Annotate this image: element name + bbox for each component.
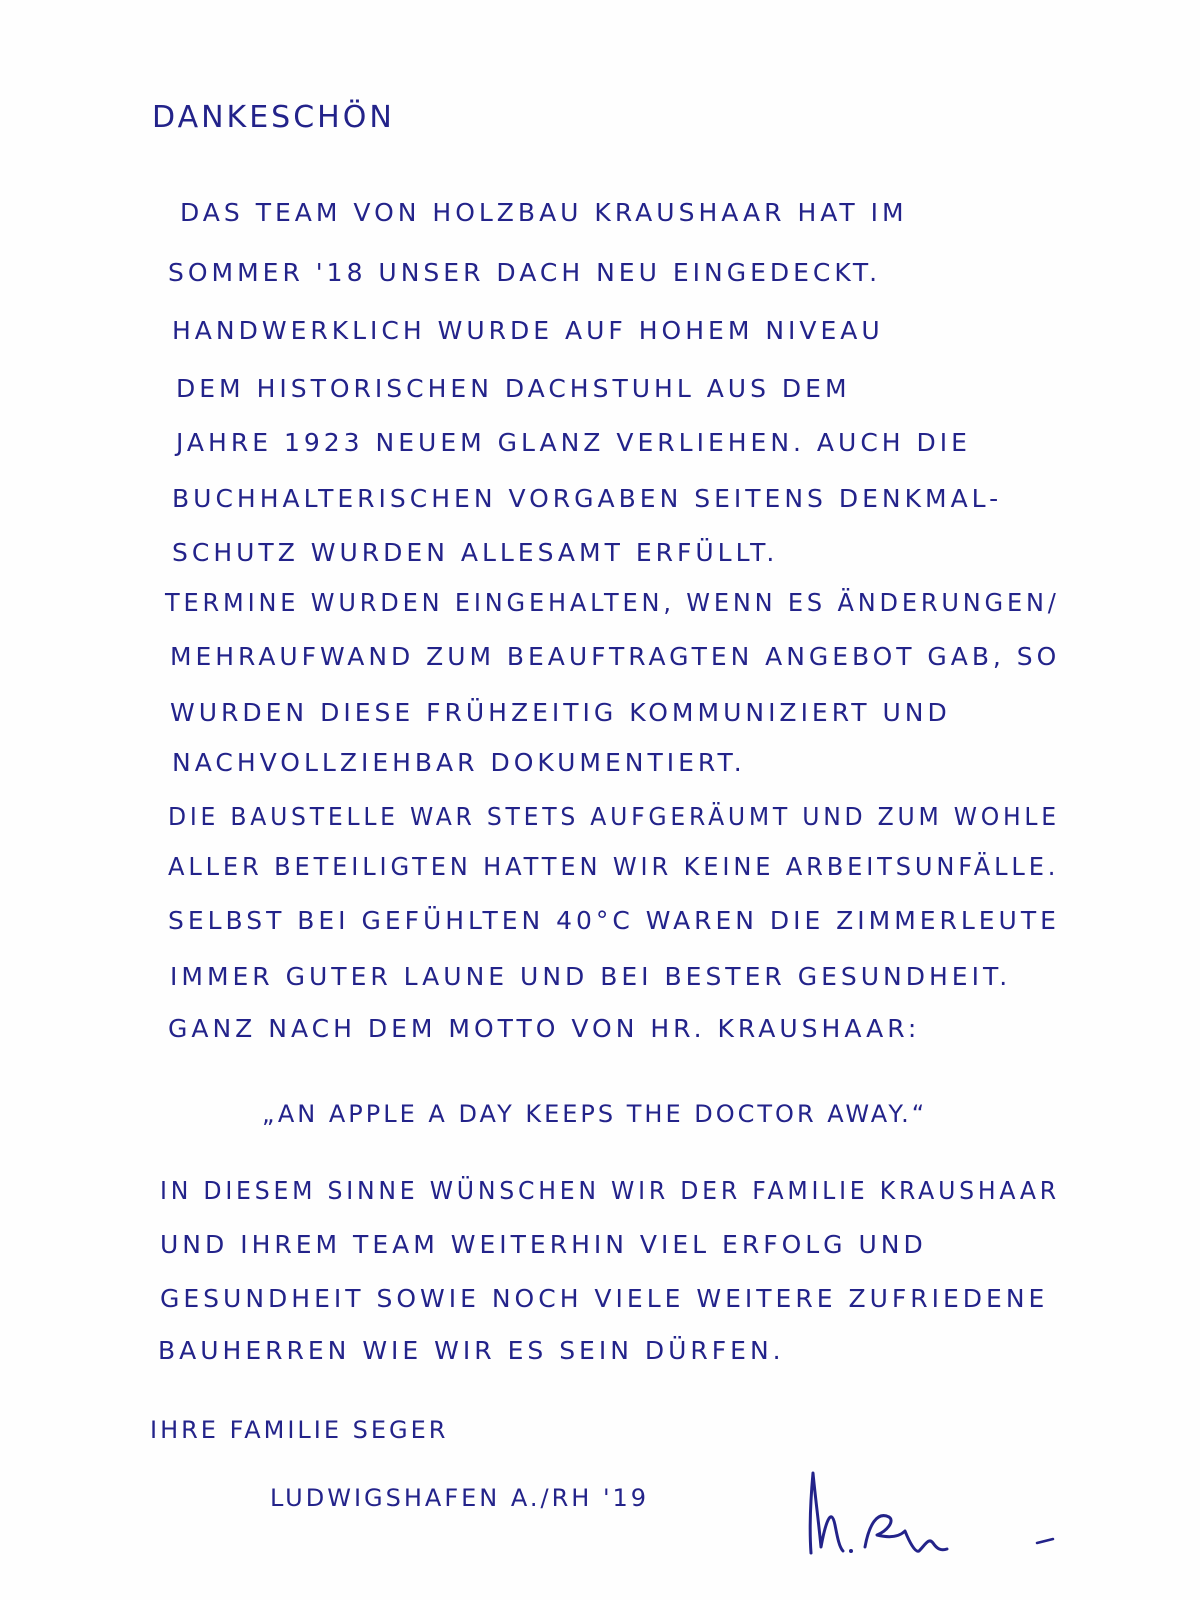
letter-line: DAS TEAM VON HOLZBAU KRAUSHAAR HAT IM bbox=[180, 198, 908, 227]
letter-line: DEM HISTORISCHEN DACHSTUHL AUS DEM bbox=[176, 374, 851, 403]
letter-title: DANKESCHÖN bbox=[152, 100, 395, 135]
letter-line: TERMINE WURDEN EINGEHALTEN, WENN ES ÄNDERUNGEN/ bbox=[165, 588, 1060, 617]
closing-line: IN DIESEM SINNE WÜNSCHEN WIR DER FAMILIE KRAUSHAAR bbox=[160, 1176, 1060, 1205]
ink-dash bbox=[1035, 1535, 1057, 1547]
motto-quote: „AN APPLE A DAY KEEPS THE DOCTOR AWAY.“ bbox=[262, 1100, 928, 1128]
letter-line: SCHUTZ WURDEN ALLESAMT ERFÜLLT. bbox=[172, 538, 779, 567]
letter-line: MEHRAUFWAND ZUM BEAUFTRAGTEN ANGEBOT GAB, SO bbox=[170, 642, 1061, 671]
letter-line: SOMMER '18 UNSER DACH NEU EINGEDECKT. bbox=[168, 258, 882, 287]
letter-line: GANZ NACH DEM MOTTO VON HR. KRAUSHAAR: bbox=[168, 1014, 921, 1043]
letter-line: HANDWERKLICH WURDE AUF HOHEM NIVEAU bbox=[172, 316, 884, 345]
place-date: LUDWIGSHAFEN A./RH '19 bbox=[270, 1484, 650, 1512]
closing-line: BAUHERREN WIE WIR ES SEIN DÜRFEN. bbox=[158, 1336, 785, 1365]
letter-line: JAHRE 1923 NEUEM GLANZ VERLIEHEN. AUCH DIE bbox=[176, 428, 971, 457]
signature-mark bbox=[805, 1455, 965, 1565]
sign-off: IHRE FAMILIE SEGER bbox=[150, 1416, 449, 1444]
letter-line: IMMER GUTER LAUNE UND BEI BESTER GESUNDHEIT. bbox=[170, 962, 1012, 991]
letter-line: NACHVOLLZIEHBAR DOKUMENTIERT. bbox=[172, 748, 746, 777]
closing-line: UND IHREM TEAM WEITERHIN VIEL ERFOLG UND bbox=[160, 1230, 927, 1259]
letter-line: DIE BAUSTELLE WAR STETS AUFGERÄUMT UND ZUM WOHLE bbox=[168, 802, 1060, 831]
letter-line: BUCHHALTERISCHEN VORGABEN SEITENS DENKMAL- bbox=[172, 484, 1003, 513]
closing-line: GESUNDHEIT SOWIE NOCH VIELE WEITERE ZUFRIEDENE bbox=[160, 1284, 1049, 1313]
letter-line: SELBST BEI GEFÜHLTEN 40°C WAREN DIE ZIMMERLEUTE bbox=[168, 906, 1060, 935]
letter-line: WURDEN DIESE FRÜHZEITIG KOMMUNIZIERT UND bbox=[170, 698, 951, 727]
letter-line: ALLER BETEILIGTEN HATTEN WIR KEINE ARBEITSUNFÄLLE. bbox=[168, 852, 1060, 881]
